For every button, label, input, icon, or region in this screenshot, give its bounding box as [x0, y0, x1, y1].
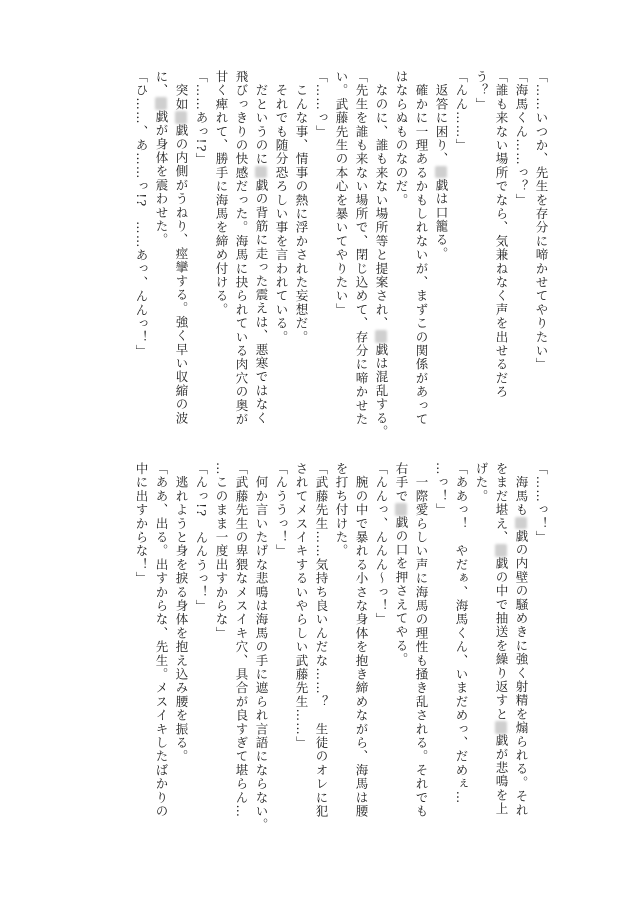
- text-line: げた。: [474, 462, 489, 504]
- text-line: 一際愛らしい声に海馬の理性も掻き乱される。それでも: [414, 462, 429, 819]
- censored-glyph: [175, 111, 188, 124]
- text-line: 「海馬くん……っ？」: [514, 70, 529, 207]
- text-line: 右手で戯の口を押さえてやる。: [394, 462, 409, 667]
- censored-glyph: [515, 517, 528, 530]
- text-line: い。武藤先生の本心を暴いてやりたい」: [334, 70, 349, 317]
- text-line: 「武藤先生の卑猥なメスイキ穴、具合が良すぎて堪らん…: [234, 462, 249, 819]
- text-line: 「……いつか、先生を存分に啼かせてやりたい」: [534, 70, 549, 372]
- text-line: 「ああ、出る。出すからな、先生。メスイキしたばかりの: [154, 462, 169, 819]
- text-line: を打ち付けた。: [334, 462, 349, 558]
- text-line: はならぬものなのだ。: [394, 70, 409, 207]
- text-line: …っ！」: [434, 462, 449, 517]
- text-line: 何か言いたげな悲鳴は海馬の手に遮られ言語にならない。: [254, 462, 269, 832]
- text-block-upper: [131, 70, 551, 439]
- censored-glyph: [155, 97, 168, 110]
- text-line: 突如戯の内側がうねり、痙攣する。強く早い収縮の波: [174, 70, 189, 426]
- text-line: 「んううっ！」: [274, 462, 289, 558]
- text-line: されてメスイキするいやらしい武藤先生……」: [294, 462, 309, 750]
- text-line: 返答に困り、戯は口籠る。: [434, 70, 449, 261]
- text-line: 「んんっ、んんん～っ！」: [374, 462, 389, 627]
- text-line: 「んっ!? んんうっ！」: [194, 462, 209, 614]
- text-line: 「先生を誰も来ない場所で、閉じ込めて、存分に啼かせた: [354, 70, 369, 427]
- censored-glyph: [495, 544, 508, 557]
- censored-glyph: [255, 166, 268, 179]
- text-line: それでも随分恐ろしい事を言われている。: [274, 70, 289, 344]
- text-line: …このまま一度出すからな」: [214, 462, 229, 641]
- text-line: 「誰も来ない場所でなら、気兼ねなく声を出せるだろ: [494, 70, 509, 399]
- text-line: 中に出すからな！」: [134, 462, 149, 586]
- text-line: 確かに一理あるかもしれないが、まずこの関係があって: [414, 70, 429, 427]
- text-line: 「……っ！」: [534, 462, 549, 545]
- text-line: 逃れようと身を捩る身体を抱え込み腰を振る。: [174, 462, 189, 764]
- text-line: だというのに戯の背筋に走った震えは、悪寒ではなく: [254, 70, 269, 426]
- text-line: に、戯が身体を震わせた。: [154, 70, 169, 247]
- censored-glyph: [435, 166, 448, 179]
- text-line: 海馬も戯の内壁の騒めきに強く射精を煽られる。それ: [514, 462, 529, 818]
- text-line: 飛びっきりの快感だった。海馬に抉られている肉穴の奥が: [234, 70, 249, 427]
- text-line: う？」: [474, 70, 489, 112]
- text-line: 「ひ……、あ……っ!? ……あっ、んんっ！」: [134, 70, 149, 359]
- text-line: をまだ堪え、戯の中で抽送を繰り返すと戯が悲鳴を上: [494, 462, 509, 816]
- text-line: 腕の中で暴れる小さな身体を抱き締めながら、海馬は腰: [354, 462, 369, 819]
- censored-glyph: [395, 503, 408, 516]
- text-line: 「んん……」: [454, 70, 469, 153]
- text-line: 「……っ」: [314, 70, 329, 139]
- text-block-lower: [131, 462, 551, 832]
- text-line: こんな事、情事の熱に浮かされた妄想だ。: [294, 70, 309, 344]
- censored-glyph: [375, 330, 388, 343]
- censored-glyph: [495, 721, 508, 734]
- text-line: なのに、誰も来ない場所等と提案され、戯は混乱する。: [374, 70, 389, 439]
- text-line: 「ああっ！ やだぁ、海馬くん、いまだめっ、だめぇ…: [454, 462, 469, 805]
- text-line: 「……あっ!?」: [194, 70, 209, 167]
- text-line: 甘く痺れて、勝手に海馬を締め付ける。: [214, 70, 229, 317]
- text-line: 「武藤先生……気持ち良いんだな……？ 生徒のオレに犯: [314, 462, 329, 819]
